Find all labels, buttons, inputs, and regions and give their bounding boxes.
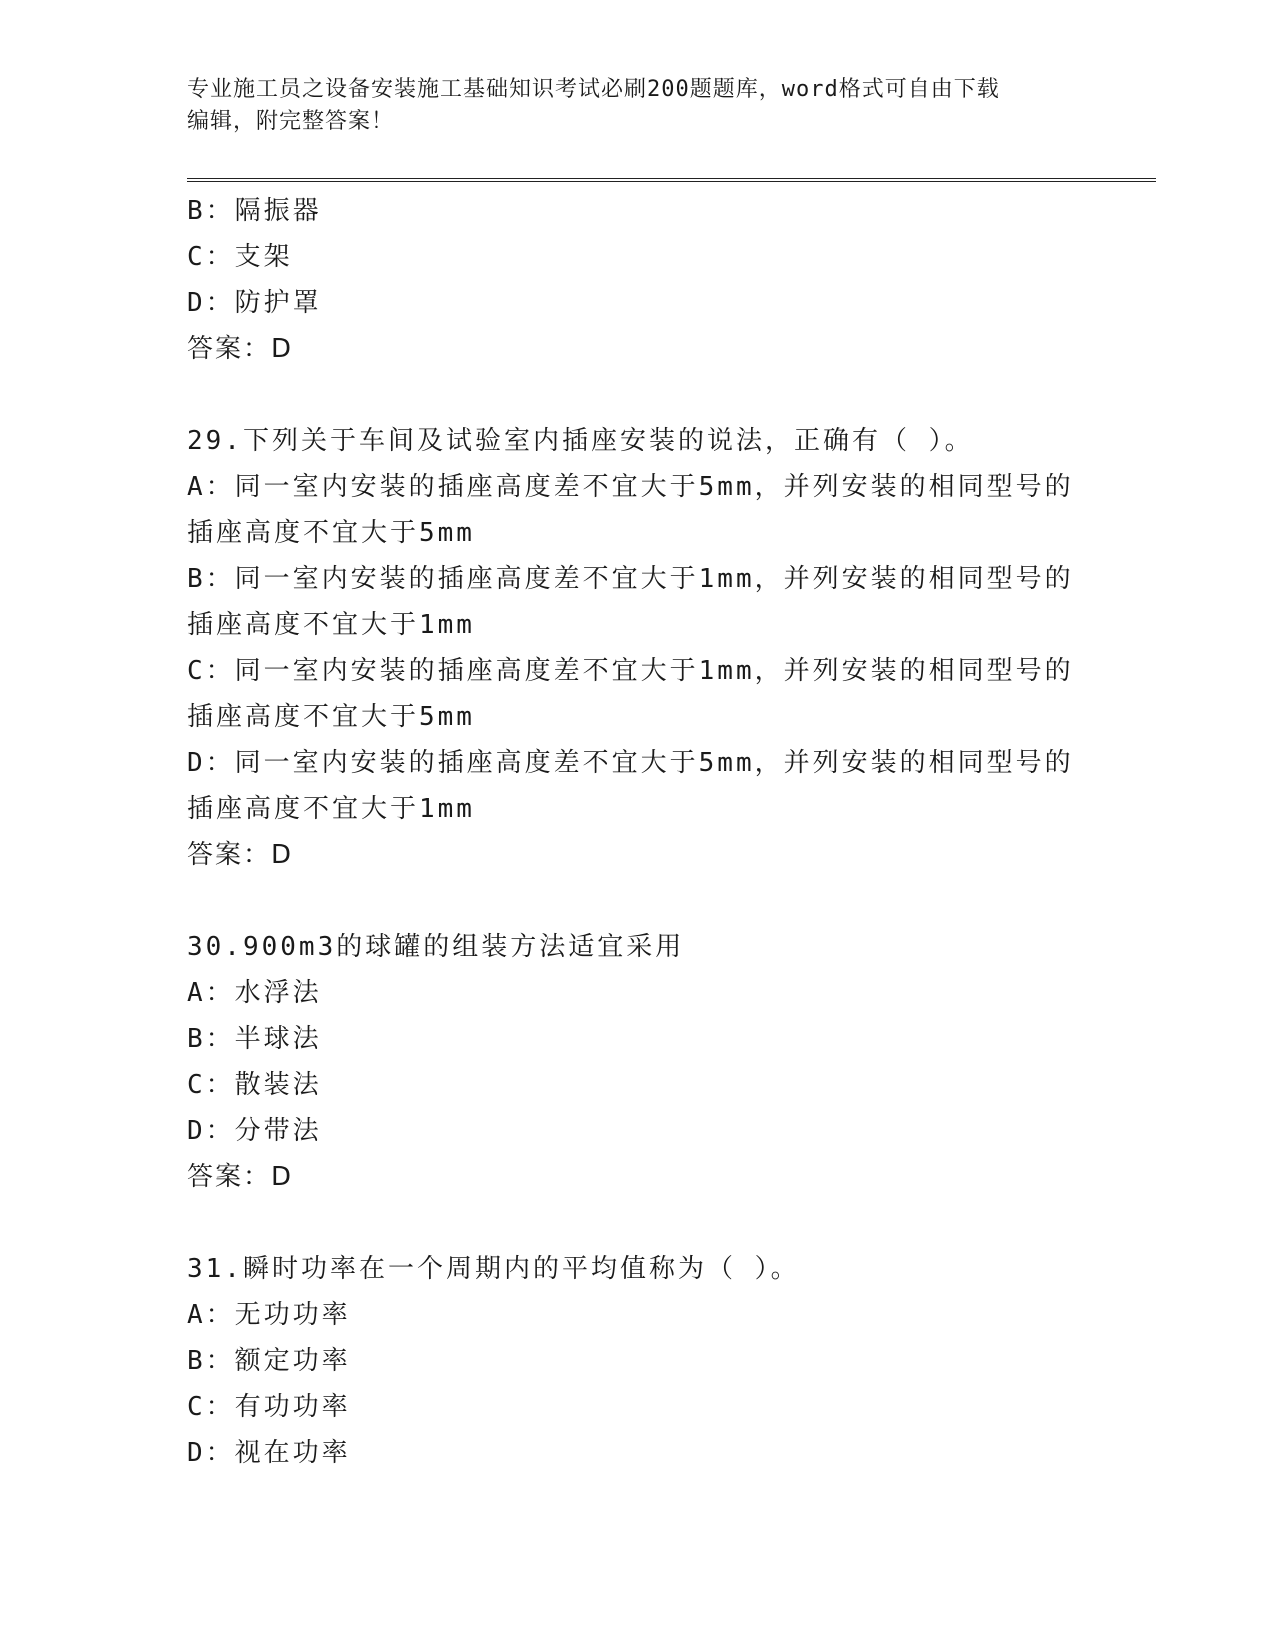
option-line: C：散装法 [187, 1070, 322, 1100]
answer-line: 答案：D [187, 1162, 294, 1192]
option-line: B：同一室内安装的插座高度差不宜大于1mm，并列安装的相同型号的 [187, 564, 1074, 594]
option-line: 插座高度不宜大于5mm [187, 518, 475, 548]
option-line: C：同一室内安装的插座高度差不宜大于1mm，并列安装的相同型号的 [187, 656, 1074, 686]
question-30 [187, 924, 1087, 1200]
spacer [187, 878, 1087, 924]
header-title-line-2: 编辑，附完整答案！ [187, 109, 395, 134]
document-header [187, 74, 1087, 138]
option-line: B：隔振器 [187, 196, 322, 226]
spacer [187, 1200, 1087, 1246]
question-stem: 30.900m3的球罐的组装方法适宜采用 [187, 932, 685, 962]
option-line: C：有功功率 [187, 1392, 351, 1422]
question-list [187, 188, 1087, 1476]
option-line: D：分带法 [187, 1116, 322, 1146]
option-line: D：防护罩 [187, 288, 322, 318]
question-31 [187, 1246, 1087, 1476]
header-title-line-1: 专业施工员之设备安装施工基础知识考试必刷200题题库，word格式可自由下载 [187, 77, 1000, 102]
question-29 [187, 418, 1087, 878]
option-line: 插座高度不宜大于5mm [187, 702, 475, 732]
question-stem: 29.下列关于车间及试验室内插座安装的说法，正确有（ ）。 [187, 426, 974, 456]
header-divider [187, 178, 1156, 182]
spacer [187, 372, 1087, 418]
answer-line: 答案：D [187, 840, 294, 870]
option-line: D：同一室内安装的插座高度差不宜大于5mm，并列安装的相同型号的 [187, 748, 1074, 778]
option-line: 插座高度不宜大于1mm [187, 610, 475, 640]
option-line: B：半球法 [187, 1024, 322, 1054]
answer-line: 答案：D [187, 334, 294, 364]
option-line: A：同一室内安装的插座高度差不宜大于5mm，并列安装的相同型号的 [187, 472, 1074, 502]
option-line: 插座高度不宜大于1mm [187, 794, 475, 824]
partial-question [187, 188, 1087, 372]
option-line: D：视在功率 [187, 1438, 351, 1468]
question-stem: 31.瞬时功率在一个周期内的平均值称为（ ）。 [187, 1254, 800, 1284]
option-line: A：无功功率 [187, 1300, 351, 1330]
option-line: C：支架 [187, 242, 293, 272]
option-line: A：水浮法 [187, 978, 322, 1008]
option-line: B：额定功率 [187, 1346, 351, 1376]
